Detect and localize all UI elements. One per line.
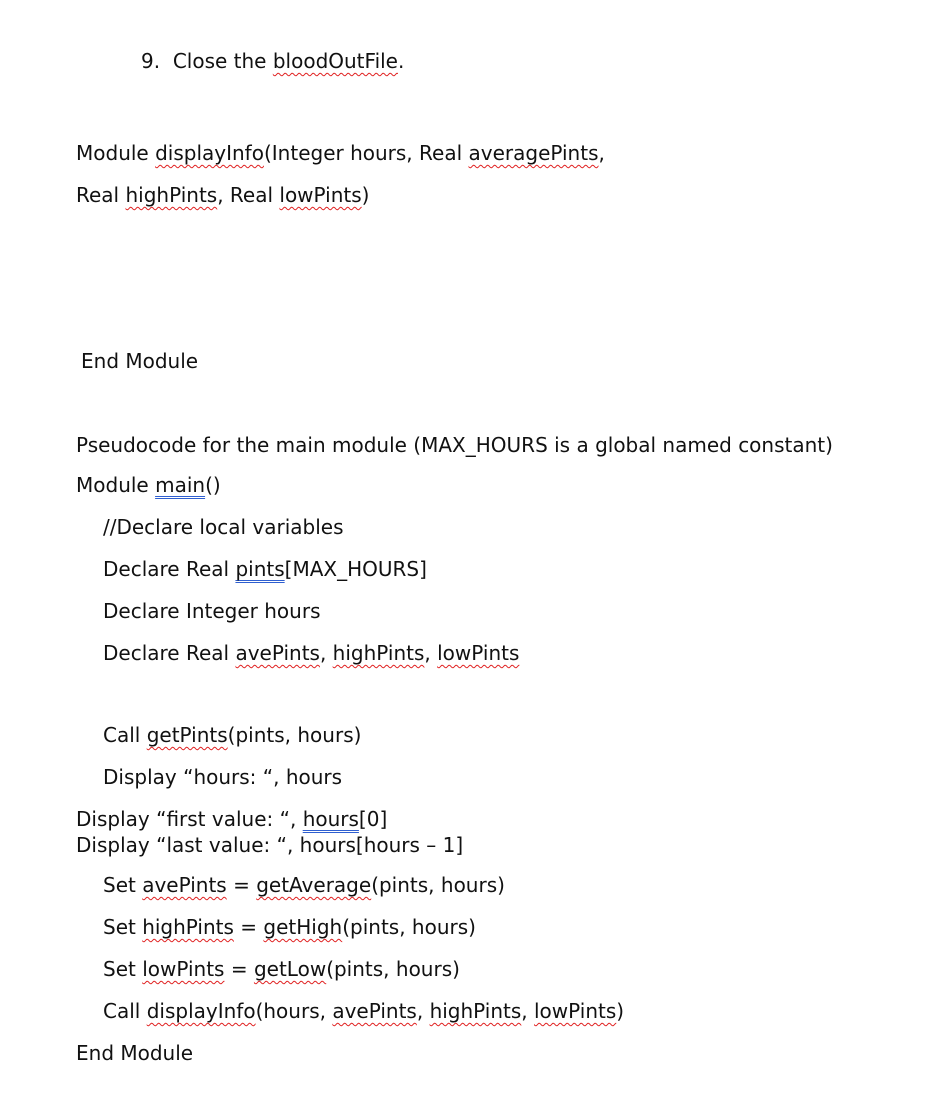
declare-real-vars: Declare Real avePints, highPints, lowPints [103,641,520,665]
main-module-header: Module main() [76,473,221,497]
step-number: 9. [141,49,161,73]
display-last-value: Display “last value: “, hours[hours – 1] [76,833,464,857]
main-intro: Pseudocode for the main module (MAX_HOURS is a global named constant) [76,433,833,457]
call-displayinfo: Call displayInfo(hours, avePints, highPints, lowPints) [103,999,625,1023]
display-hours: Display “hours: “, hours [103,765,343,789]
display-module-header-line1: Module displayInfo(Integer hours, Real averagePints, [76,141,605,165]
spell-flag: bloodOutFile [272,49,398,73]
declare-pints: Declare Real pints[MAX_HOURS] [103,557,427,581]
set-lowpints: Set lowPints = getLow(pints, hours) [103,957,460,981]
set-highpints: Set highPints = getHigh(pints, hours) [103,915,476,939]
display-module-end: End Module [81,349,199,373]
step-9: 9. Close the bloodOutFile. [141,49,405,73]
call-getpints: Call getPints(pints, hours) [103,723,362,747]
display-first-value: Display “first value: “, hours[0] [76,807,388,831]
set-avepints: Set avePints = getAverage(pints, hours) [103,873,505,897]
display-module-header-line2: Real highPints, Real lowPints) [76,183,370,207]
main-module-end: End Module [76,1041,194,1065]
declare-hours: Declare Integer hours [103,599,321,623]
comment-line: //Declare local variables [103,515,344,539]
